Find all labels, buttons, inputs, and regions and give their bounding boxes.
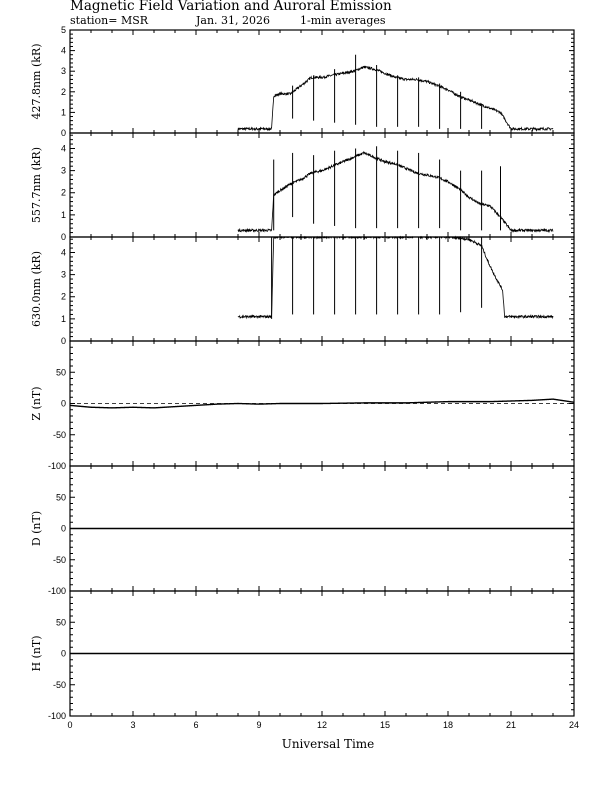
station-label: station= MSR [70,14,149,27]
y-axis-label: H (nT) [30,635,43,672]
y-tick-label: -100 [47,461,66,471]
y-tick-label: 0 [60,336,66,346]
x-tick-label: 24 [568,720,580,730]
y-tick-label: 3 [60,165,66,176]
figure-title: Magnetic Field Variation and Auroral Emission [70,0,392,14]
panel-frame [70,30,574,133]
date-label: Jan. 31, 2026 [196,14,271,27]
y-axis-label: D (nT) [30,510,43,547]
panel-frame [70,133,574,237]
y-tick-label: -50 [52,679,66,690]
y-tick-label: 1 [60,313,66,324]
y-tick-label: 2 [60,291,66,302]
y-axis-label: 427.8nm (kR) [30,43,43,120]
panel-2 [30,133,574,242]
x-tick-label: 15 [379,720,391,730]
series-line [238,66,553,130]
panels [30,25,579,730]
y-tick-label: 4 [60,143,66,154]
x-tick-label: 6 [193,720,199,730]
y-tick-label: -50 [52,429,66,440]
panel-1 [30,25,574,138]
y-tick-label: 50 [55,617,66,628]
x-tick-label: 3 [130,720,136,730]
y-tick-label: 50 [55,367,66,378]
y-axis-label: 557.7nm (kR) [30,146,43,224]
x-tick-label: 0 [67,720,73,730]
panel-5 [30,466,574,596]
y-tick-label: 3 [60,269,66,280]
y-tick-label: -100 [47,711,66,721]
x-tick-label: 9 [256,720,262,730]
y-tick-label: 0 [60,232,66,242]
y-tick-label: 4 [60,45,66,56]
panel-6 [30,591,579,730]
x-tick-label: 18 [442,720,454,730]
y-tick-label: 1 [60,107,66,118]
panel-frame [70,237,574,341]
y-tick-label: -50 [52,554,66,565]
y-axis-label: Z (nT) [30,386,43,421]
y-tick-label: 0 [60,648,66,659]
x-axis-label: Universal Time [281,737,375,751]
y-tick-label: 3 [60,66,66,77]
y-tick-label: 4 [60,247,66,258]
y-tick-label: 50 [55,492,66,503]
panel-4 [30,341,574,471]
y-tick-label: 2 [60,86,66,97]
y-tick-label: 0 [60,523,66,534]
y-tick-label: 1 [60,209,66,220]
y-tick-label: 0 [60,128,66,138]
y-tick-label: -100 [47,586,66,596]
x-tick-label: 12 [316,720,328,730]
series-line [238,152,553,231]
y-tick-label: 2 [60,187,66,198]
x-tick-label: 21 [505,720,517,730]
series-line [238,237,553,318]
y-tick-label: 5 [60,25,66,35]
panel-3 [30,237,574,346]
averaging-label: 1-min averages [300,14,386,27]
y-tick-label: 0 [60,398,66,409]
y-axis-label: 630.0nm (kR) [30,250,43,328]
